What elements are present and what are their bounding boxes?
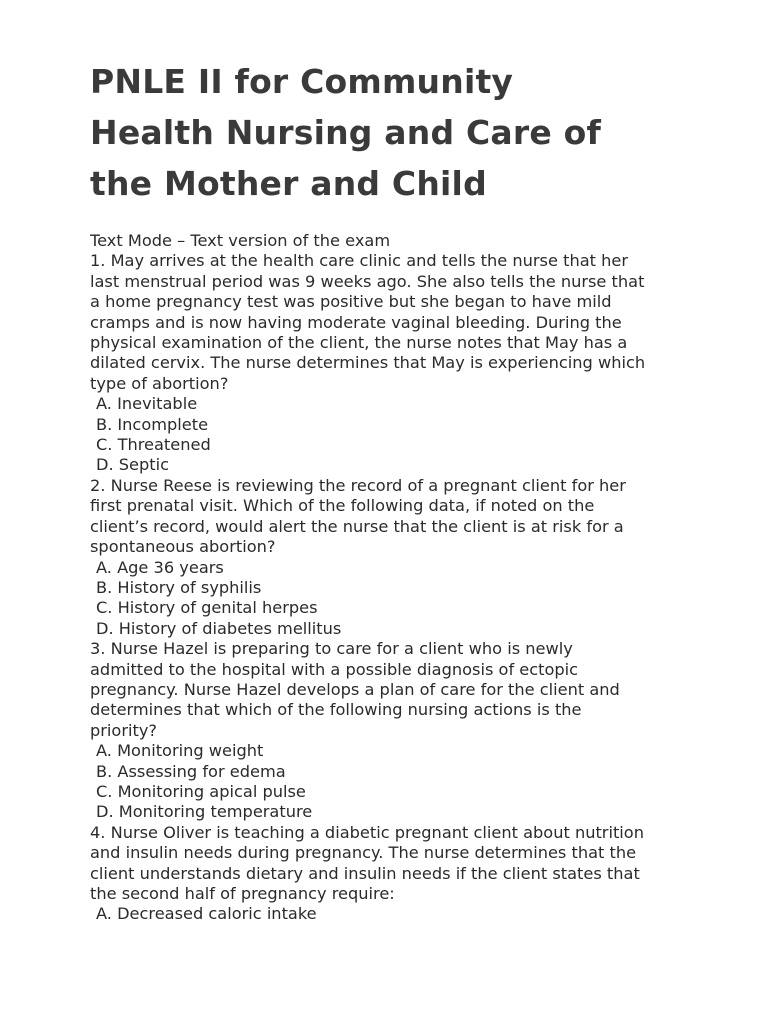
answer-option: D. History of diabetes mellitus <box>96 618 342 638</box>
question-text-line: dilated cervix. The nurse determines that May is experiencing which <box>90 353 646 373</box>
document-title <box>90 56 690 209</box>
question-text-line: client’s record, would alert the nurse that the client is at risk for a <box>90 516 624 536</box>
mode-line: Text Mode – Text version of the exam <box>90 231 391 250</box>
question-text-line: cramps and is now having moderate vaginal bleeding. During the <box>90 312 622 332</box>
question-text-line: determines that which of the following nursing actions is the <box>90 700 582 720</box>
question-text-line: pregnancy. Nurse Hazel develops a plan of care for the client and <box>90 679 620 699</box>
answer-option: A. Decreased caloric intake <box>96 904 317 924</box>
question-text-line: 1. May arrives at the health care clinic and tells the nurse that her <box>90 251 628 271</box>
answer-option: C. Monitoring apical pulse <box>96 781 306 801</box>
question-text-line: admitted to the hospital with a possible diagnosis of ectopic <box>90 659 579 679</box>
question-text-line: the second half of pregnancy require: <box>90 884 395 903</box>
answer-option: A. Age 36 years <box>96 557 224 577</box>
question-text-line: type of abortion? <box>90 373 229 393</box>
question-text-line: last menstrual period was 9 weeks ago. She also tells the nurse that <box>90 271 645 291</box>
question-3 <box>90 639 690 823</box>
answer-option: B. Incomplete <box>96 414 209 434</box>
answer-option: D. Monitoring temperature <box>96 802 313 822</box>
question-text-line: spontaneous abortion? <box>90 537 276 557</box>
question-text-line: priority? <box>90 720 158 740</box>
title-line: Health Nursing and Care of <box>90 113 602 152</box>
document-page <box>90 56 690 925</box>
question-text-line: and insulin needs during pregnancy. The nurse determines that the <box>90 843 637 863</box>
title-line: PNLE II for Community <box>90 62 514 101</box>
question-text-line: 3. Nurse Hazel is preparing to care for a client who is newly <box>90 639 573 659</box>
question-text-line: client understands dietary and insulin needs if the client states that <box>90 863 640 883</box>
answer-option: A. Inevitable <box>96 394 198 414</box>
answer-option: A. Monitoring weight <box>96 741 264 761</box>
answer-option: B. History of syphilis <box>96 577 262 597</box>
answer-option: D. Septic <box>96 455 170 475</box>
question-text-line: 2. Nurse Reese is reviewing the record of a pregnant client for her <box>90 475 626 495</box>
answer-option: C. Threatened <box>96 435 211 455</box>
question-text-line: 4. Nurse Oliver is teaching a diabetic pregnant client about nutrition <box>90 822 644 842</box>
document-body <box>90 231 690 925</box>
question-text-line: physical examination of the client, the nurse notes that May has a <box>90 333 628 353</box>
question-text-line: first prenatal visit. Which of the following data, if noted on the <box>90 496 595 516</box>
question-4 <box>90 823 690 925</box>
question-2 <box>90 476 690 639</box>
answer-option: C. History of genital herpes <box>96 598 318 618</box>
answer-option: B. Assessing for edema <box>96 761 286 781</box>
question-1 <box>90 251 690 475</box>
question-text-line: a home pregnancy test was positive but she began to have mild <box>90 292 612 312</box>
title-line: the Mother and Child <box>90 164 487 203</box>
